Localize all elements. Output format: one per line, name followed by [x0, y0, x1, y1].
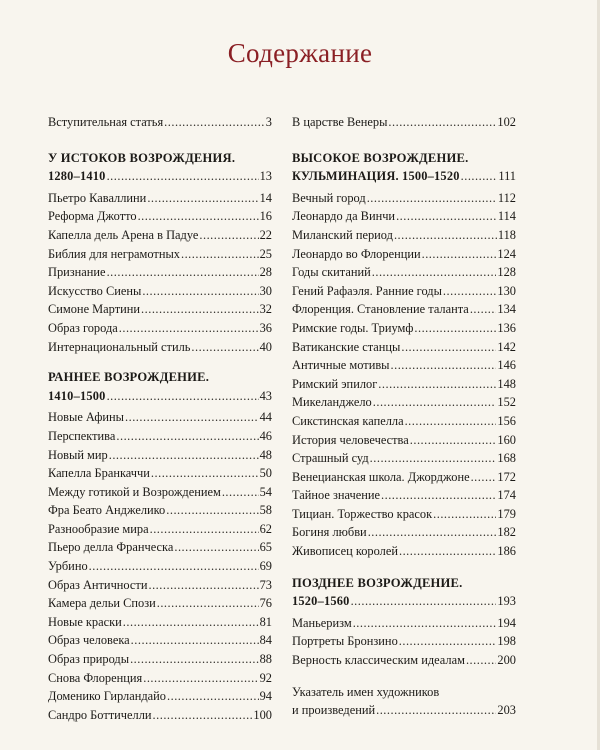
leader-dots [107, 167, 259, 186]
leader-dots [396, 207, 497, 226]
toc-entry[interactable] [48, 263, 272, 282]
entry-page: 76 [259, 596, 272, 611]
entry-label: Перспектива [48, 428, 116, 443]
leader-dots [466, 651, 496, 670]
toc-entry[interactable] [292, 263, 516, 282]
toc-entry[interactable] [292, 189, 516, 208]
leader-dots [351, 592, 497, 611]
section-title: ПОЗДНЕЕ ВОЗРОЖДЕНИЕ. [292, 575, 463, 590]
entry-label: Ватиканские станцы [292, 339, 401, 354]
entry-label: Доменико Гирландайо [48, 689, 166, 704]
entry-label: Реформа Джотто [48, 209, 137, 224]
entry-page: 94 [259, 689, 272, 704]
entry-label: Указатель имен художников [292, 684, 440, 699]
toc-entry[interactable] [292, 207, 516, 226]
toc-entry[interactable] [48, 594, 272, 613]
toc-list [292, 189, 516, 561]
entry-page: 146 [497, 358, 516, 373]
leader-dots [138, 207, 259, 226]
entry-label: Годы скитаний [292, 265, 371, 280]
toc-entry[interactable] [292, 319, 516, 338]
toc-entry[interactable] [292, 651, 516, 670]
entry-label: Пьеро делла Франческа [48, 540, 174, 555]
leader-dots [89, 557, 259, 576]
entry-page: 172 [497, 469, 516, 484]
entry-label: Сандро Боттичелли [48, 707, 152, 722]
index-entry[interactable] [292, 683, 516, 720]
toc-entry[interactable] [292, 245, 516, 264]
leader-dots [191, 338, 258, 357]
entry-label: Образ города [48, 320, 118, 335]
leader-dots [470, 300, 497, 319]
entry-label: Леонардо да Винчи [292, 209, 396, 224]
entry-page: 28 [259, 265, 272, 280]
leader-dots [222, 483, 259, 502]
entry-page: 186 [497, 544, 516, 559]
toc-entry[interactable] [48, 408, 272, 427]
entry-page: 84 [259, 633, 272, 648]
index-line-1 [292, 683, 516, 702]
toc-entry[interactable] [48, 446, 272, 465]
toc-entry[interactable] [292, 523, 516, 542]
toc-entry-section[interactable] [292, 167, 516, 186]
entry-page: 3 [265, 115, 272, 129]
leader-dots [414, 319, 496, 338]
toc-entry[interactable] [48, 226, 272, 245]
entry-page: 102 [497, 115, 516, 129]
entry-label: Страшный суд [292, 451, 369, 466]
entry-page: 43 [259, 388, 272, 403]
toc-entry[interactable] [48, 464, 272, 483]
entry-page: 73 [259, 577, 272, 592]
entry-label: Богиня любви [292, 525, 367, 540]
entry-label: Новые краски [48, 614, 122, 629]
entry-label: Камера дельи Спози [48, 596, 156, 611]
entry-page: 22 [259, 227, 272, 242]
entry-page: 134 [497, 302, 516, 317]
leader-dots [405, 412, 497, 431]
toc-entry[interactable] [48, 427, 272, 446]
entry-page: 46 [259, 428, 272, 443]
toc-entry[interactable] [292, 282, 516, 301]
leader-dots [199, 226, 258, 245]
entry-page: 14 [259, 190, 272, 205]
entry-page: 203 [497, 703, 516, 718]
entry-page: 193 [497, 594, 516, 609]
leader-dots [381, 486, 496, 505]
entry-page: 62 [259, 521, 272, 536]
entry-label: Портреты Бронзино [292, 634, 398, 649]
leader-dots [153, 706, 253, 725]
leader-dots [151, 464, 259, 483]
entry-label: Библия для неграмотных [48, 246, 180, 261]
leader-dots [401, 338, 496, 357]
entry-page: 142 [497, 339, 516, 354]
entry-label: Гений Рафаэля. Ранние годы [292, 283, 442, 298]
leader-dots [148, 576, 258, 595]
entry-label: Маньеризм [292, 615, 352, 630]
entry-page: 124 [497, 246, 516, 261]
entry-page: 114 [497, 209, 516, 224]
toc-entry[interactable] [292, 431, 516, 450]
toc-entry[interactable] [48, 576, 272, 595]
toc-entry[interactable] [48, 483, 272, 502]
leader-dots [443, 282, 496, 301]
toc-entry[interactable] [292, 375, 516, 394]
entry-page: 200 [497, 653, 516, 668]
toc-entry[interactable] [48, 245, 272, 264]
section-heading [292, 149, 516, 186]
toc-entry[interactable] [48, 669, 272, 688]
entry-page: 156 [497, 413, 516, 428]
toc-entry[interactable] [48, 557, 272, 576]
entry-label: Античные мотивы [292, 358, 390, 373]
entry-page: 58 [259, 503, 272, 518]
leader-dots [370, 449, 497, 468]
section-title: У ИСТОКОВ ВОЗРОЖДЕНИЯ. [48, 150, 236, 165]
toc-entry[interactable] [292, 468, 516, 487]
leader-dots [368, 523, 497, 542]
entry-label: Разнообразие мира [48, 521, 149, 536]
toc-list [292, 614, 516, 670]
leader-dots [422, 245, 497, 264]
entry-page: 111 [498, 169, 516, 184]
entry-label: Признание [48, 265, 106, 280]
entry-label: Образ Античности [48, 577, 148, 592]
leader-dots [141, 300, 259, 319]
toc-entry[interactable] [48, 706, 272, 725]
leader-dots [157, 594, 259, 613]
toc-entry[interactable] [292, 505, 516, 524]
entry-page: 194 [497, 615, 516, 630]
entry-page: 65 [259, 540, 272, 555]
entry-page: 44 [259, 410, 272, 425]
leader-dots [367, 189, 497, 208]
entry-label: Новые Афины [48, 410, 125, 425]
entry-page: 30 [259, 283, 272, 298]
section-heading [48, 149, 272, 186]
entry-page: 88 [259, 652, 272, 667]
toc-entry[interactable] [292, 356, 516, 375]
leader-dots [125, 408, 259, 427]
leader-dots [147, 189, 258, 208]
entry-label: Верность классическим идеалам [292, 653, 465, 668]
section-years: 1280–1410 [48, 169, 106, 184]
leader-dots [174, 538, 258, 557]
toc-entry[interactable] [48, 338, 272, 357]
toc-entry[interactable] [292, 226, 516, 245]
leader-dots [376, 701, 496, 720]
entry-label: Пьетро Каваллини [48, 190, 147, 205]
entry-label: Леонардо во Флоренции [292, 246, 421, 261]
leader-dots [107, 263, 259, 282]
toc-entry[interactable] [48, 650, 272, 669]
leader-dots [471, 468, 497, 487]
section-heading [292, 574, 516, 611]
toc-entry[interactable] [48, 189, 272, 208]
toc-entry[interactable] [292, 486, 516, 505]
toc-list [48, 408, 272, 724]
entry-page: 179 [497, 506, 516, 521]
leader-dots [107, 387, 259, 406]
entry-page: 92 [259, 670, 272, 685]
leader-dots [166, 501, 258, 520]
toc-entry-intro[interactable] [292, 113, 516, 132]
entry-label: В царстве Венеры [292, 115, 388, 129]
entry-page: 118 [497, 227, 516, 242]
leader-dots [378, 375, 496, 394]
entry-label: Фра Беато Анджелико [48, 503, 166, 518]
entry-label: Флоренция. Становление таланта [292, 302, 469, 317]
entry-label: Миланский период [292, 227, 393, 242]
entry-page: 130 [497, 283, 516, 298]
entry-label: Капелла Бранкаччи [48, 466, 150, 481]
toc-entry[interactable] [292, 300, 516, 319]
toc-entry[interactable] [48, 501, 272, 520]
entry-page: 16 [259, 209, 272, 224]
toc-entry[interactable] [292, 542, 516, 561]
section-heading [48, 368, 272, 405]
section-title: ВЫСОКОЕ ВОЗРОЖДЕНИЕ. [292, 150, 469, 165]
leader-dots [399, 632, 497, 651]
toc-entry[interactable] [48, 319, 272, 338]
entry-page: 128 [497, 265, 516, 280]
leader-dots [116, 427, 258, 446]
toc-list [48, 189, 272, 356]
index-line-2 [292, 701, 516, 720]
entry-label: Микеланджело [292, 395, 372, 410]
section-years: 1410–1500 [48, 388, 106, 403]
entry-label: Венецианская школа. Джорджоне [292, 469, 470, 484]
entry-label: Вечный город [292, 190, 366, 205]
entry-page: 40 [259, 339, 272, 354]
section-years: 1520–1560 [292, 594, 350, 609]
leader-dots [131, 631, 259, 650]
entry-label: Интернациональный стиль [48, 339, 191, 354]
entry-page: 174 [497, 488, 516, 503]
entry-page: 100 [253, 707, 272, 722]
toc-entry[interactable] [48, 520, 272, 539]
toc-entry-section[interactable] [48, 387, 272, 406]
entry-label: Вступительная статья [48, 115, 164, 129]
entry-page: 69 [259, 559, 272, 574]
entry-page: 13 [259, 169, 272, 184]
entry-label: Снова Флоренция [48, 670, 143, 685]
entry-label: Капелла дель Арена в Падуе [48, 227, 199, 242]
entry-page: 148 [497, 376, 516, 391]
toc-entry-intro[interactable] [48, 113, 272, 132]
toc-entry[interactable] [48, 282, 272, 301]
leader-dots [433, 505, 496, 524]
toc-left-column [48, 113, 272, 724]
toc-entry[interactable] [292, 449, 516, 468]
entry-label: Урбино [48, 559, 88, 574]
toc-right-column [292, 113, 516, 720]
entry-label: Тициан. Торжество красок [292, 506, 433, 521]
entry-page: 182 [497, 525, 516, 540]
page-title: Содержание [227, 38, 373, 68]
entry-page: 25 [259, 246, 272, 261]
leader-dots [181, 245, 259, 264]
toc-entry-section[interactable] [48, 167, 272, 186]
toc-entry[interactable] [48, 538, 272, 557]
leader-dots [372, 263, 497, 282]
section-title: РАННЕЕ ВОЗРОЖДЕНИЕ. [48, 370, 210, 385]
entry-page: 32 [259, 302, 272, 317]
section-years: КУЛЬМИНАЦИЯ. 1500–1520 [292, 169, 460, 184]
entry-page: 168 [497, 451, 516, 466]
entry-label: и произведений [292, 703, 376, 718]
leader-dots [388, 113, 496, 132]
toc-entry[interactable] [292, 393, 516, 412]
toc-entry[interactable] [48, 613, 272, 632]
entry-page: 112 [497, 190, 516, 205]
entry-page: 50 [259, 466, 272, 481]
toc-entry[interactable] [292, 632, 516, 651]
entry-label: Сикстинская капелла [292, 413, 404, 428]
leader-dots [130, 650, 259, 669]
entry-page: 81 [259, 614, 272, 629]
toc-entry[interactable] [48, 631, 272, 650]
toc-entry[interactable] [292, 338, 516, 357]
leader-dots [353, 614, 497, 633]
entry-label: История человечества [292, 432, 409, 447]
entry-label: Живописец королей [292, 544, 398, 559]
leader-dots [123, 613, 259, 632]
leader-dots [150, 520, 259, 539]
entry-label: Образ природы [48, 652, 130, 667]
entry-page: 36 [259, 320, 272, 335]
leader-dots [391, 356, 497, 375]
entry-page: 136 [497, 320, 516, 335]
toc-entry[interactable] [292, 614, 516, 633]
entry-page: 160 [497, 432, 516, 447]
leader-dots [399, 542, 496, 561]
toc-entry-section[interactable] [292, 592, 516, 611]
entry-label: Образ человека [48, 633, 130, 648]
leader-dots [119, 319, 259, 338]
leader-dots [142, 282, 258, 301]
leader-dots [394, 226, 497, 245]
toc-entry[interactable] [292, 412, 516, 431]
leader-dots [143, 669, 258, 688]
leader-dots [373, 393, 497, 412]
entry-label: Между готикой и Возрождением [48, 484, 221, 499]
entry-label: Тайное значение [292, 488, 380, 503]
entry-page: 198 [497, 634, 516, 649]
leader-dots [109, 446, 259, 465]
entry-page: 54 [259, 484, 272, 499]
toc-entry[interactable] [48, 687, 272, 706]
leader-dots [167, 687, 259, 706]
entry-page: 152 [497, 395, 516, 410]
toc-entry[interactable] [48, 300, 272, 319]
entry-label: Искусство Сиены [48, 283, 142, 298]
leader-dots [461, 167, 498, 186]
leader-dots [164, 113, 265, 132]
entry-label: Симоне Мартини [48, 302, 141, 317]
leader-dots [410, 431, 497, 450]
entry-label: Римские годы. Триумф [292, 320, 414, 335]
entry-page: 48 [259, 447, 272, 462]
entry-label: Новый мир [48, 447, 108, 462]
toc-entry[interactable] [48, 207, 272, 226]
entry-label: Римский эпилог [292, 376, 378, 391]
